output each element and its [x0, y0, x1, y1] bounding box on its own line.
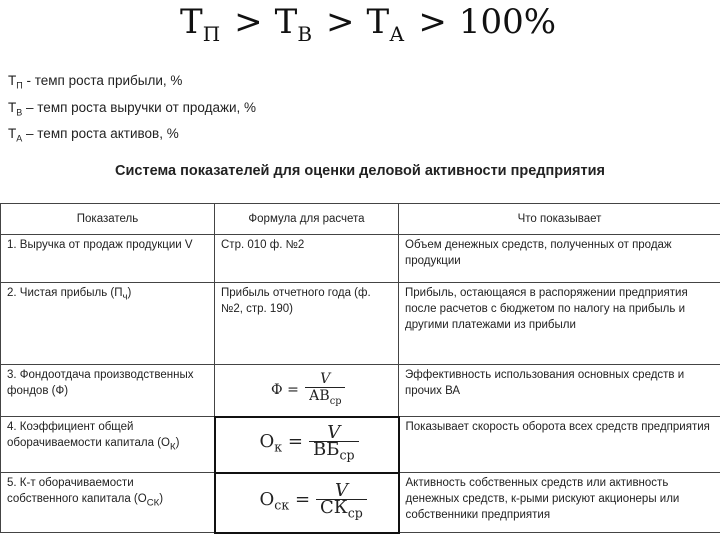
operator-gt-3: >: [418, 2, 447, 42]
rate-revenue: $T_В$: [274, 2, 313, 46]
equity-turnover-formula: $О_{ск}$ = $\frac{V}{СК_{ср}}$: [260, 483, 367, 522]
table-header-row: [1, 204, 720, 235]
header-meaning: Что показывает: [399, 204, 720, 235]
definition-profit-rate: $T_П$ - темп роста прибыли, %: [8, 73, 183, 91]
indicators-table: [0, 203, 720, 534]
capital-turnover-formula: $О_к$ = $\frac{V}{ВБ_{ср}}$: [260, 425, 359, 464]
formula-cell: [215, 417, 399, 473]
table-row: [1, 283, 720, 365]
formula-cell: Прибыль отчетного года (ф. №2, стр. 190): [215, 283, 399, 365]
rate-assets: $T_А$: [366, 2, 405, 46]
indicator-cell: 3. Фондоотдача производственных фондов (Ф): [1, 365, 215, 417]
section-title: Система показателей для оценки деловой активности предприятия: [115, 163, 605, 179]
header-indicator: Показатель: [1, 204, 215, 235]
indicator-cell: 1. Выручка от продаж продукции V: [1, 235, 215, 283]
definition-revenue-rate: $T_В$ – темп роста выручки от продажи, %: [8, 99, 257, 118]
table-row: [1, 365, 720, 417]
table-row: [1, 473, 720, 533]
meaning-cell: Показывает скорость оборота всех средств предприятия: [399, 417, 720, 473]
asset-turnover-formula: Ф = $\frac{V}{АВ_{ср}}$: [271, 371, 345, 410]
meaning-cell: Объем денежных средств, полученных от продаж продукции: [399, 235, 720, 283]
indicator-cell: 5. К-т оборачиваемости собственного капитала $(О_{СК})$: [1, 473, 215, 533]
definitions-list: [8, 70, 256, 150]
meaning-cell: Активность собственных средств или активность денежных средств, к-рыми рискуют акционеры или собственники предприятия: [399, 473, 720, 533]
meaning-cell: Прибыль, остающаяся в распоряжении предприятия после расчетов с бюджетом по налогу на прибыль и другими платежами из прибыли: [399, 283, 720, 365]
formula-cell: [215, 473, 399, 533]
definition-assets-rate: $T_А$ – темп роста активов, %: [8, 126, 179, 145]
operator-gt-2: >: [326, 2, 355, 42]
rate-profit: $T_П$: [180, 2, 221, 46]
indicator-cell: 4. Коэффициент общей оборачиваемости капитала $(О_К)$: [1, 417, 215, 473]
hundred-percent: 100%: [458, 2, 557, 42]
table-row: [1, 417, 720, 473]
operator-gt-1: >: [234, 2, 263, 42]
formula-cell: Стр. 010 ф. №2: [215, 235, 399, 283]
table-row: [1, 235, 720, 283]
growth-rate-formula: [180, 2, 556, 52]
formula-cell: [215, 365, 399, 417]
header-formula: Формула для расчета: [215, 204, 399, 235]
meaning-cell: Эффективность использования основных средств и прочих ВА: [399, 365, 720, 417]
indicator-cell: 2. Чистая прибыль $(П_ч)$: [1, 283, 215, 365]
